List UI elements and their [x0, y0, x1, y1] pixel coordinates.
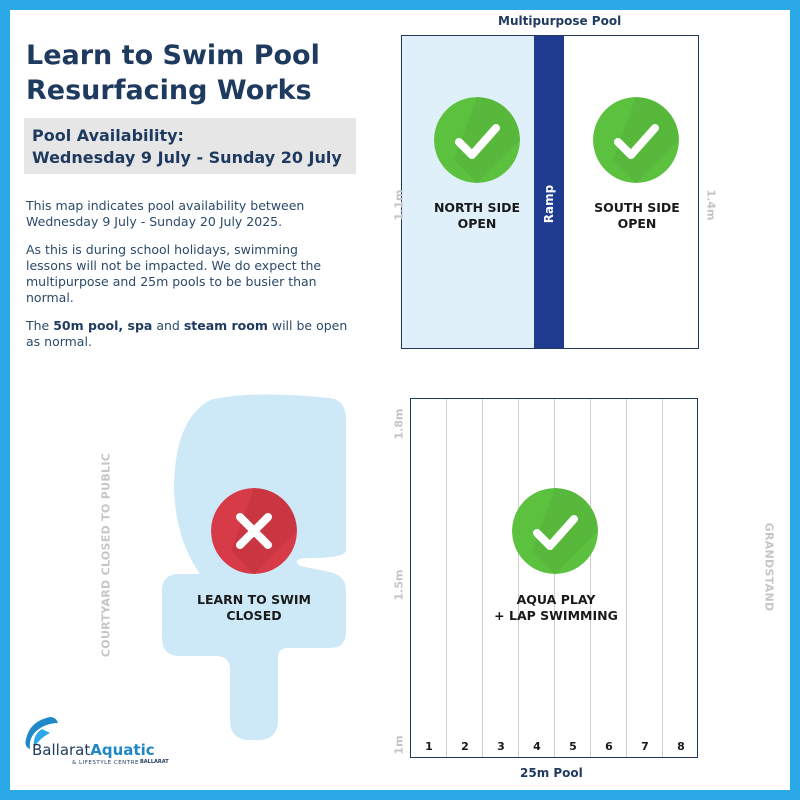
lane-divider — [590, 399, 591, 757]
depth-label-shallow: 1m — [392, 735, 406, 755]
lane-divider — [554, 399, 555, 757]
grandstand-label: GRANDSTAND — [762, 522, 776, 612]
lane-divider — [482, 399, 483, 757]
open-facilities-paragraph — [26, 318, 346, 350]
logo-wordmark — [32, 741, 155, 759]
title-line-2: Resurfacing Works — [26, 75, 312, 106]
lane-divider — [626, 399, 627, 757]
title-line-1: Learn to Swim Pool — [26, 40, 320, 71]
lane-number: 3 — [497, 740, 505, 753]
pool-25m-label — [494, 592, 618, 624]
text-segment: will be open — [267, 318, 348, 333]
pool-25m — [410, 398, 698, 758]
city-logo: BALLARAT — [140, 759, 169, 765]
logo-subtitle: & LIFESTYLE CENTRE — [72, 760, 139, 766]
lane-number: 6 — [605, 740, 613, 753]
south-side-label-line: SOUTH SIDE — [594, 200, 680, 215]
south-side-label — [594, 200, 680, 232]
availability-dates: Wednesday 9 July - Sunday 20 July — [32, 148, 342, 167]
north-side-label — [434, 200, 520, 232]
facility-50m-spa: 50m pool, spa — [53, 318, 153, 333]
intro-paragraph — [26, 198, 346, 230]
check-icon — [434, 97, 520, 183]
depth-label-deep: 1.8m — [392, 408, 406, 440]
lane-number: 2 — [461, 740, 469, 753]
lane-number: 5 — [569, 740, 577, 753]
depth-label-south: 1.4m — [704, 189, 718, 221]
depth-label-north: 1.1m — [392, 189, 406, 221]
lane-divider — [662, 399, 663, 757]
north-side-status: OPEN — [457, 216, 497, 231]
south-side-status: OPEN — [617, 216, 657, 231]
north-side-area — [402, 36, 534, 348]
pool-25m-title: 25m Pool — [520, 766, 583, 780]
multipurpose-pool-title: Multipurpose Pool — [498, 14, 622, 28]
depth-label-mid: 1.5m — [392, 569, 406, 601]
ramp-label: Ramp — [542, 184, 556, 224]
intro-line: Wednesday 9 July - Sunday 20 July 2025. — [26, 214, 283, 229]
facility-steam-room: steam room — [183, 318, 268, 333]
open-facilities-line — [26, 318, 346, 334]
pool-25m-label-line: + LAP SWIMMING — [494, 608, 618, 623]
ballarat-aquatic-logo — [20, 715, 190, 775]
pool-25m-label-line: AQUA PLAY — [516, 592, 596, 607]
logo-word-ballarat: Ballarat — [32, 741, 91, 759]
open-facilities-line: as normal. — [26, 334, 92, 349]
lane-number: 1 — [425, 740, 433, 753]
learn-to-swim-status: CLOSED — [226, 608, 282, 623]
availability-heading: Pool Availability: — [32, 126, 184, 145]
holidays-line: normal. — [26, 290, 74, 305]
holidays-line: lessons will not be impacted. We do expect the — [26, 258, 322, 273]
north-side-label-line: NORTH SIDE — [433, 200, 521, 215]
availability-banner — [24, 118, 356, 174]
learn-to-swim-label — [197, 592, 311, 624]
text-segment: and — [152, 318, 184, 333]
holidays-line: As this is during school holidays, swimming — [26, 242, 298, 257]
learn-to-swim-label-line: LEARN TO SWIM — [196, 592, 312, 607]
logo-word-aquatic: Aquatic — [90, 741, 155, 759]
lane-number: 4 — [533, 740, 541, 753]
lane-divider — [518, 399, 519, 757]
cross-icon — [211, 488, 297, 574]
check-icon — [593, 97, 679, 183]
check-icon — [512, 488, 598, 574]
courtyard-label: COURTYARD CLOSED TO PUBLIC — [99, 452, 113, 658]
school-holidays-paragraph — [26, 242, 346, 306]
intro-line: This map indicates pool availability between — [26, 198, 305, 213]
text-segment: The — [26, 318, 54, 333]
lane-divider — [446, 399, 447, 757]
holidays-line: multipurpose and 25m pools to be busier than — [26, 274, 317, 289]
lane-number: 8 — [677, 740, 685, 753]
lane-number: 7 — [641, 740, 649, 753]
page-title — [26, 38, 366, 108]
ramp — [534, 36, 564, 348]
multipurpose-pool — [401, 35, 699, 349]
